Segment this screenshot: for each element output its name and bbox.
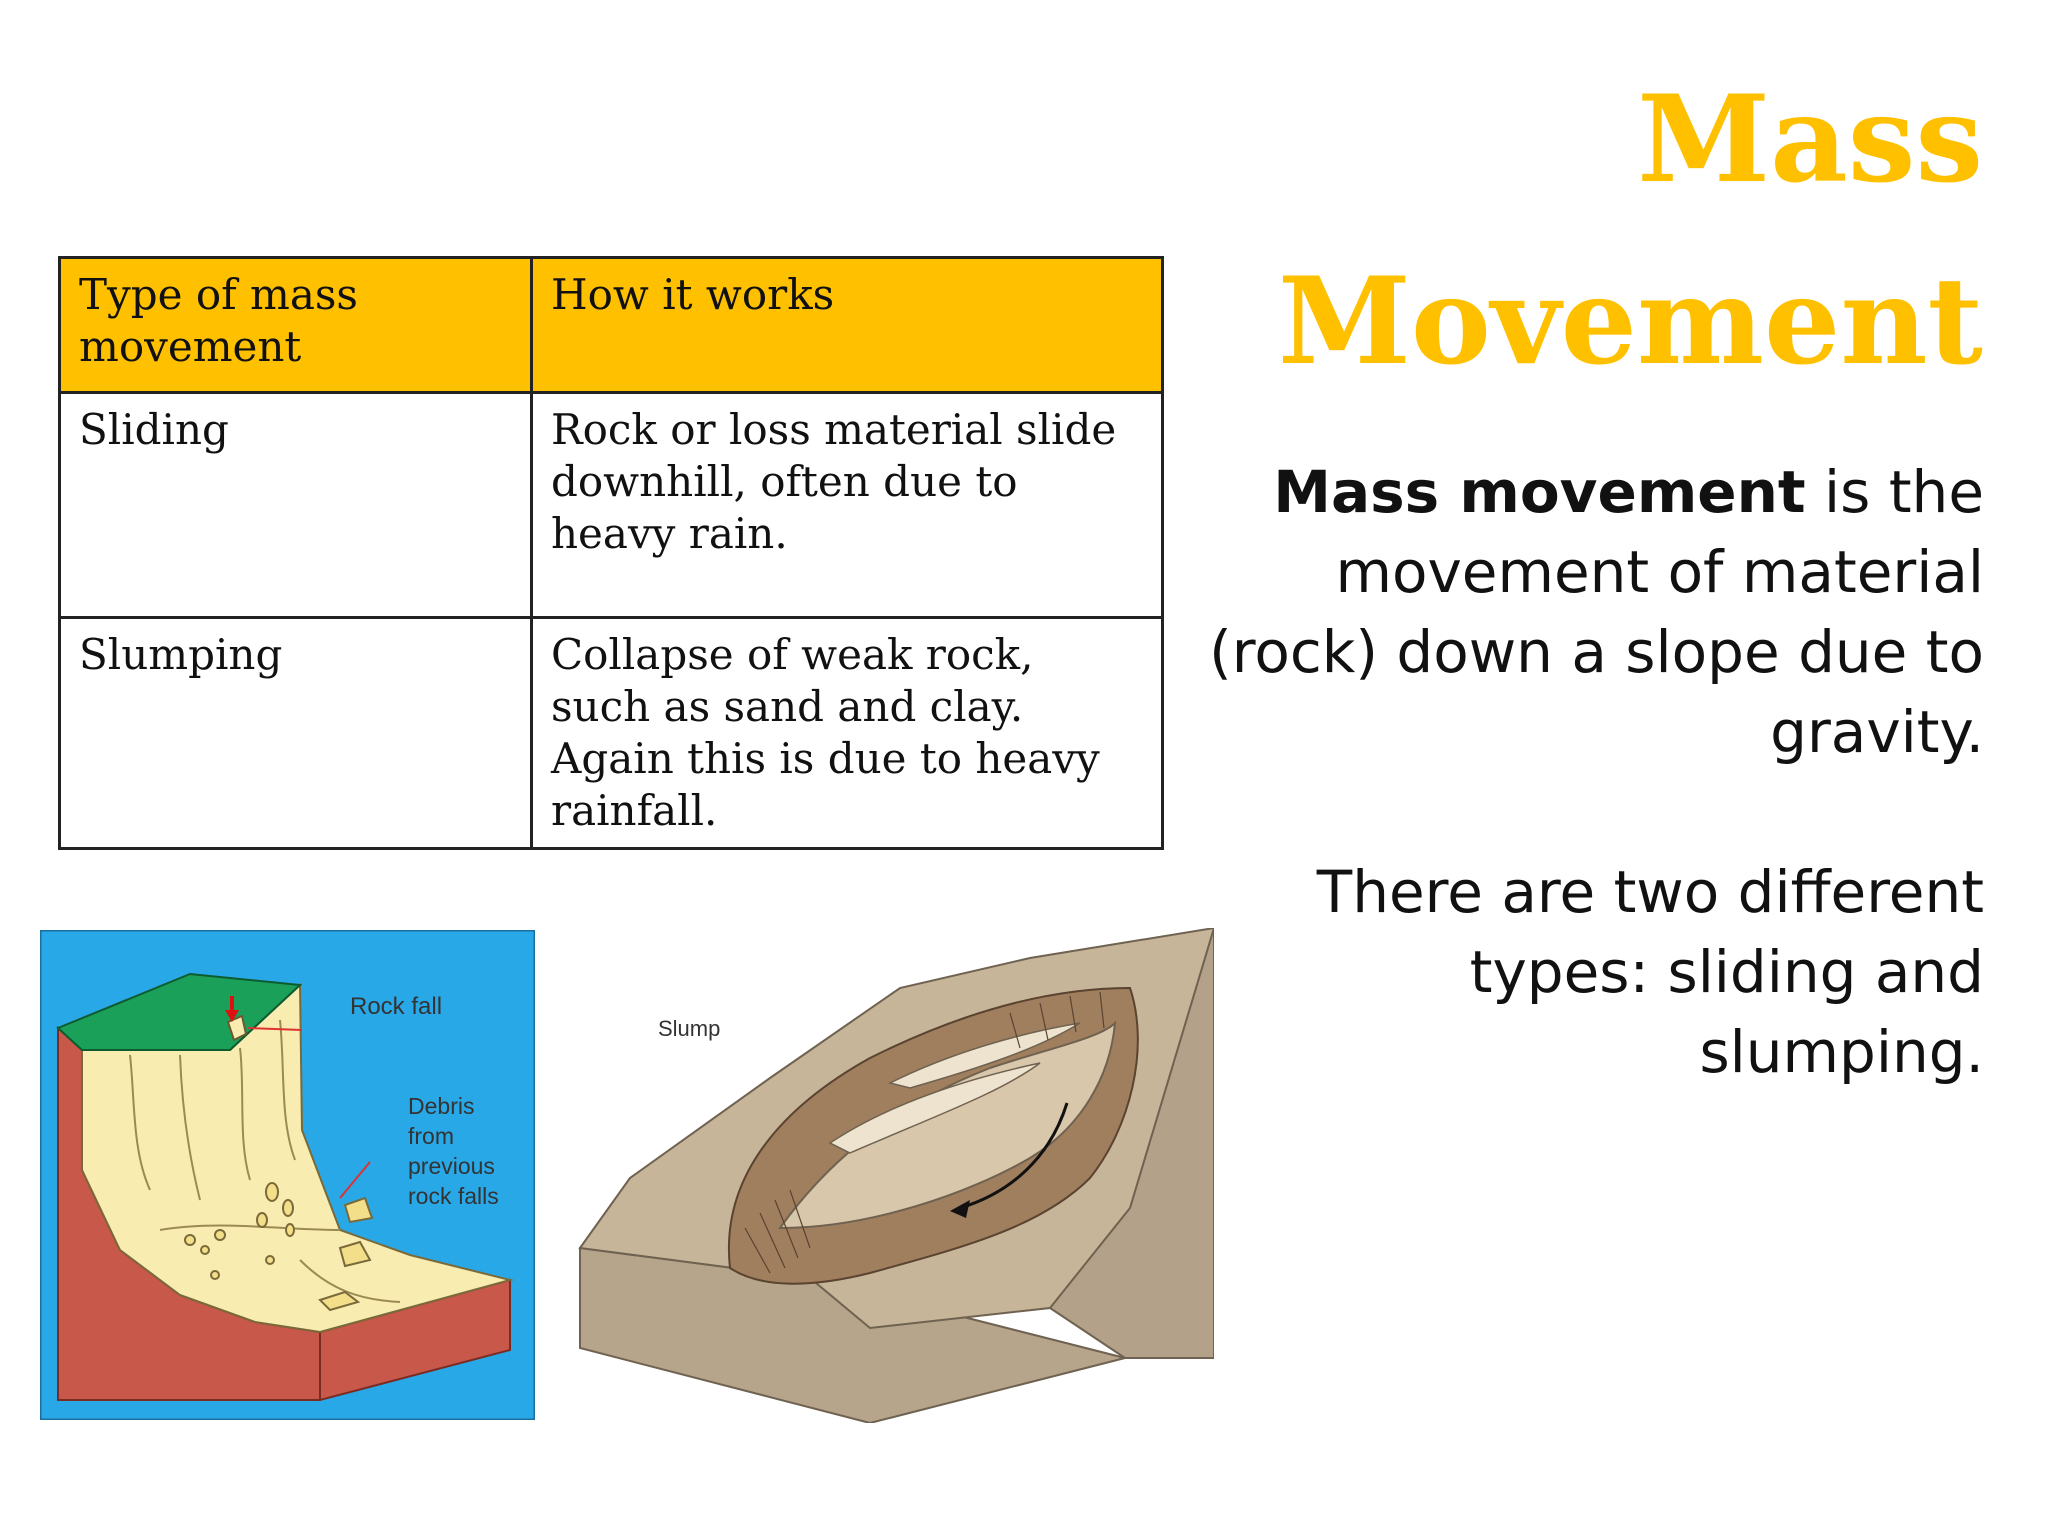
table-row xyxy=(60,618,1163,849)
table-header-row xyxy=(60,258,1163,393)
definition-term: Mass movement xyxy=(1273,458,1806,526)
table-cell-how: Rock or loss material slide downhill, often due to heavy rain. xyxy=(532,393,1163,618)
debris-label-line-1: Debris xyxy=(408,1093,475,1119)
mass-movement-table xyxy=(58,256,1164,850)
table-cell-type: Slumping xyxy=(60,618,532,849)
rock-fall-label: Rock fall xyxy=(350,993,443,1020)
page-title-line-2: Movement xyxy=(1278,251,1983,392)
table-cell-how: Collapse of weak rock, such as sand and clay. Again this is due to heavy rainfall. xyxy=(532,618,1163,849)
types-paragraph: There are two different types: sliding and slumping. xyxy=(1316,858,1984,1086)
table-header-how: How it works xyxy=(532,258,1163,393)
debris-label-line-4: rock falls xyxy=(408,1183,499,1209)
rock-fall-illustration xyxy=(40,930,535,1420)
rock-fall-diagram xyxy=(40,930,535,1420)
table-row xyxy=(60,393,1163,618)
slump-diagram xyxy=(570,928,1214,1423)
slump-illustration xyxy=(570,928,1214,1423)
debris-label-line-2: from xyxy=(408,1123,454,1149)
debris-label-line-3: previous xyxy=(408,1153,495,1179)
definition-paragraph xyxy=(1200,452,1984,772)
definition-text: is the movement of material (rock) down a slope due to gravity. xyxy=(1209,458,1984,766)
slump-label: Slump xyxy=(658,1016,721,1041)
page-title-line-1: Mass xyxy=(1637,69,1983,210)
description-block xyxy=(1200,452,1984,1092)
table-header-type: Type of mass movement xyxy=(60,258,532,393)
table-cell-type: Sliding xyxy=(60,393,532,618)
